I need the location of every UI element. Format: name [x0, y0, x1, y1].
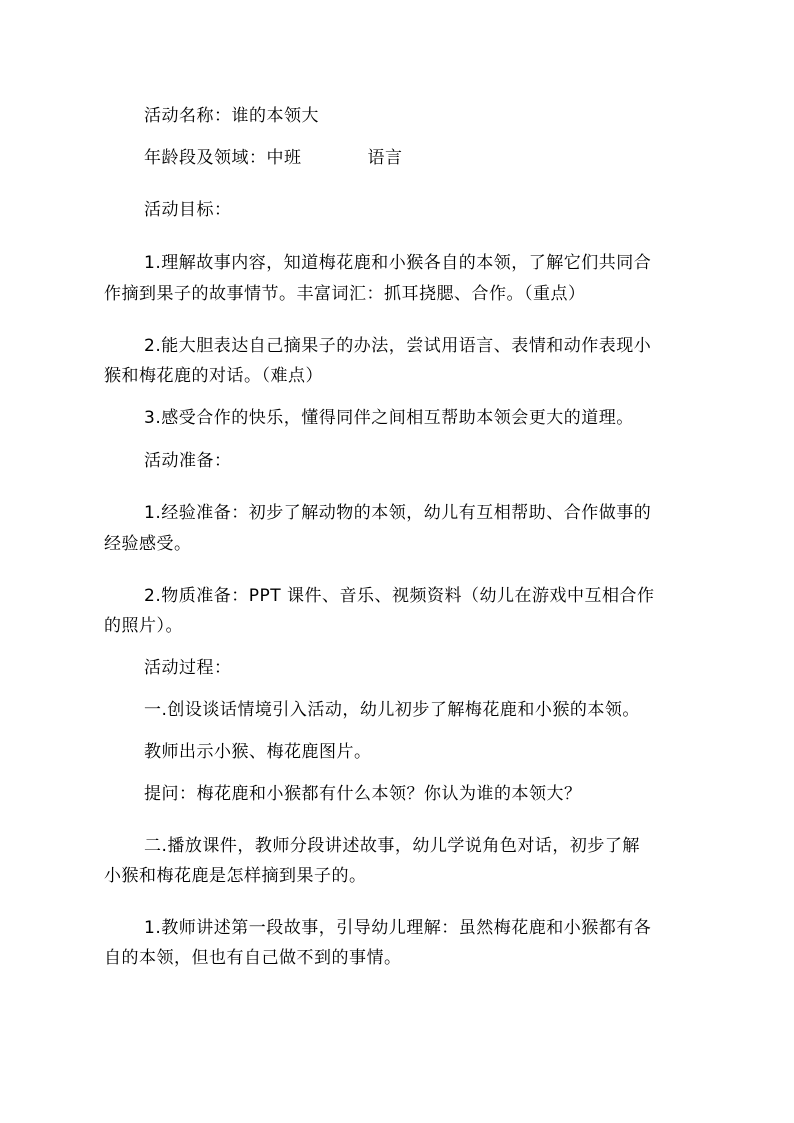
age-domain-label: 年龄段及领域：中班 — [144, 148, 302, 168]
process-heading: 活动过程： — [144, 658, 232, 678]
age-domain — [144, 146, 403, 170]
step-1: 一.创设谈话情境引入活动，幼儿初步了解梅花鹿和小猴的本领。 — [144, 700, 640, 720]
step-2-1-line-2: 自的本领，但也有自己做不到的事情。 — [104, 948, 402, 968]
step-1-a: 教师出示小猴、梅花鹿图片。 — [144, 742, 372, 762]
activity-name: 活动名称：谁的本领大 — [144, 106, 319, 126]
goal-1-line-1: 1.理解故事内容，知道梅花鹿和小猴各自的本领，了解它们共同合 — [144, 253, 652, 273]
prep-1-line-2: 经验感受。 — [104, 534, 192, 554]
prep-heading: 活动准备： — [144, 451, 232, 471]
goal-2-line-2: 猴和梅花鹿的对话。（难点） — [104, 366, 323, 386]
prep-2-line-1: 2.物质准备：PPT 课件、音乐、视频资料（幼儿在游戏中互相合作 — [144, 586, 655, 606]
goals-heading: 活动目标： — [144, 200, 232, 220]
prep-2-line-2: 的照片）。 — [104, 616, 183, 636]
goal-2-line-1: 2.能大胆表达自己摘果子的办法，尝试用语言、表情和动作表现小 — [144, 336, 652, 356]
step-2-line-2: 小猴和梅花鹿是怎样摘到果子的。 — [104, 866, 367, 886]
step-2-1-line-1: 1.教师讲述第一段故事，引导幼儿理解：虽然梅花鹿和小猴都有各 — [144, 918, 652, 938]
step-1-b: 提问：梅花鹿和小猴都有什么本领？你认为谁的本领大？ — [144, 784, 582, 804]
step-2-line-1: 二.播放课件，教师分段讲述故事，幼儿学说角色对话，初步了解 — [144, 836, 640, 856]
goal-3-line-1: 3.感受合作的快乐，懂得同伴之间相互帮助本领会更大的道理。 — [144, 408, 634, 428]
goal-1-line-2: 作摘到果子的故事情节。丰富词汇：抓耳挠腮、合作。（重点） — [104, 284, 586, 304]
age-domain-subject: 语言 — [367, 148, 403, 168]
prep-1-line-1: 1.经验准备：初步了解动物的本领，幼儿有互相帮助、合作做事的 — [144, 503, 652, 523]
